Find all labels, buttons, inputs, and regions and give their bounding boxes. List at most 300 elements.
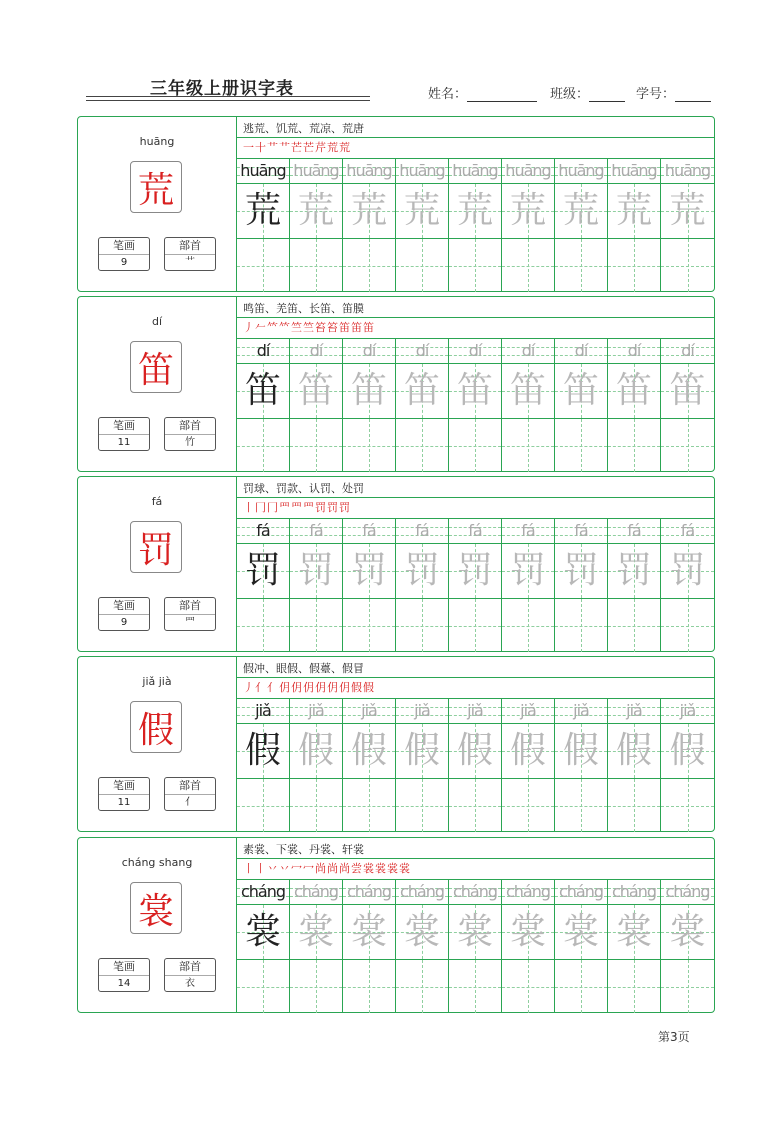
pinyin-box — [396, 519, 448, 544]
practice-cell[interactable] — [608, 339, 661, 472]
stroke-step: 罚 — [315, 501, 327, 514]
practice-panel — [237, 297, 714, 471]
stroke-step: 丷 — [267, 862, 279, 875]
hanzi-box — [237, 364, 289, 419]
hanzi-box — [608, 544, 660, 599]
hanzi-text: 罚 — [669, 550, 706, 591]
hanzi-text: 笛 — [615, 370, 652, 411]
pinyin-text: huāng — [399, 161, 445, 180]
hanzi-text: 笛 — [562, 370, 599, 411]
stroke-step: 仴 — [327, 681, 339, 694]
stroke-step: 一 — [243, 141, 255, 154]
pinyin-box — [449, 699, 501, 724]
hanzi-text: 笛 — [244, 370, 281, 411]
hanzi-text: 假 — [350, 730, 387, 771]
stroke-step: 竺 — [291, 321, 303, 334]
hanzi-text: 笛 — [509, 370, 546, 411]
stroke-step: 裳 — [387, 862, 399, 875]
practice-panel — [237, 657, 714, 831]
stroke-step: 冂 — [267, 501, 279, 514]
pinyin-box — [396, 699, 448, 724]
practice-cell[interactable] — [449, 339, 502, 472]
practice-cell[interactable] — [237, 880, 290, 1013]
writing-box[interactable] — [502, 599, 554, 652]
pinyin-box — [290, 339, 342, 364]
hanzi-box — [237, 184, 289, 239]
pinyin-box — [237, 519, 289, 544]
practice-cell[interactable] — [502, 519, 555, 652]
practice-grid — [237, 699, 714, 832]
pinyin-text: fá — [362, 521, 376, 540]
writing-box[interactable] — [608, 599, 660, 652]
pinyin-box — [449, 519, 501, 544]
writing-box[interactable] — [502, 239, 554, 292]
writing-box[interactable] — [290, 599, 342, 652]
writing-box[interactable] — [343, 960, 395, 1013]
class-field[interactable] — [550, 83, 625, 102]
practice-cell[interactable] — [661, 519, 714, 652]
id-field[interactable] — [636, 83, 711, 102]
practice-cell[interactable] — [449, 699, 502, 832]
char-display: 笛 — [130, 341, 182, 393]
pinyin-text: jiǎ — [308, 701, 324, 720]
name-field[interactable] — [428, 83, 537, 102]
stroke-step: 尝 — [351, 862, 363, 875]
practice-cell[interactable] — [343, 699, 396, 832]
hanzi-box — [555, 364, 607, 419]
writing-box[interactable] — [290, 779, 342, 832]
name-label: 姓名： — [428, 87, 468, 102]
practice-cell[interactable] — [290, 699, 343, 832]
stroke-step: 笛 — [363, 321, 375, 334]
writing-box[interactable] — [608, 239, 660, 292]
pinyin-text: dí — [256, 341, 270, 360]
hanzi-text: 荒 — [244, 190, 281, 231]
pinyin-text: fá — [627, 521, 641, 540]
practice-cell[interactable] — [237, 519, 290, 652]
writing-box[interactable] — [555, 599, 607, 652]
practice-panel — [237, 838, 714, 1012]
pinyin-text: dí — [521, 341, 535, 360]
divider — [237, 497, 714, 498]
stroke-count-value: 11 — [117, 437, 131, 448]
radical-box — [164, 237, 216, 271]
character-block — [77, 116, 715, 292]
stroke-step: 丿 — [243, 681, 255, 694]
writing-box[interactable] — [449, 599, 501, 652]
hanzi-box — [661, 544, 714, 599]
writing-box[interactable] — [502, 419, 554, 472]
radical-label: 部首 — [165, 418, 215, 435]
word-examples: 素裳、下裳、丹裳、轩裳 — [243, 843, 364, 856]
hanzi-box — [555, 544, 607, 599]
pinyin-box — [661, 699, 714, 724]
stroke-step: 仴 — [303, 681, 315, 694]
writing-box[interactable] — [343, 419, 395, 472]
practice-grid — [237, 159, 714, 292]
writing-box[interactable] — [661, 960, 714, 1013]
writing-box[interactable] — [608, 419, 660, 472]
stroke-step: 裳 — [399, 862, 411, 875]
practice-panel — [237, 477, 714, 651]
stroke-count-box — [98, 597, 150, 631]
pinyin-text: cháng — [293, 882, 339, 901]
stroke-step: 罒 — [303, 501, 315, 514]
writing-box[interactable] — [396, 599, 448, 652]
writing-box[interactable] — [237, 419, 289, 472]
hanzi-box — [661, 905, 714, 960]
practice-cell[interactable] — [396, 699, 449, 832]
writing-box[interactable] — [608, 960, 660, 1013]
stroke-order — [243, 679, 375, 695]
stroke-step: 笞 — [327, 321, 339, 334]
pinyin-box — [555, 880, 607, 905]
writing-box[interactable] — [449, 779, 501, 832]
char-pinyin: cháng shang — [121, 856, 193, 869]
writing-box[interactable] — [661, 779, 714, 832]
practice-cell[interactable] — [555, 159, 608, 292]
practice-cell[interactable] — [343, 519, 396, 652]
practice-cell[interactable] — [555, 880, 608, 1013]
pinyin-box — [661, 880, 714, 905]
practice-cell[interactable] — [502, 339, 555, 472]
pinyin-box — [237, 880, 289, 905]
practice-cell[interactable] — [555, 699, 608, 832]
hanzi-box — [661, 184, 714, 239]
practice-cell[interactable] — [608, 699, 661, 832]
stroke-count-label: 笔画 — [99, 778, 149, 795]
practice-cell[interactable] — [290, 159, 343, 292]
radical-box — [164, 417, 216, 451]
stroke-step: 假 — [351, 681, 363, 694]
radical-box — [164, 777, 216, 811]
writing-box[interactable] — [449, 960, 501, 1013]
hanzi-box — [290, 905, 342, 960]
stroke-count-value: 11 — [117, 797, 131, 808]
writing-box[interactable] — [661, 599, 714, 652]
practice-cell[interactable] — [608, 519, 661, 652]
char-info-panel — [78, 477, 237, 651]
pinyin-text: dí — [468, 341, 482, 360]
writing-box[interactable] — [555, 779, 607, 832]
pinyin-box — [608, 159, 660, 184]
hanzi-box — [343, 184, 395, 239]
pinyin-box — [290, 880, 342, 905]
stroke-step: 十 — [255, 141, 267, 154]
practice-cell[interactable] — [237, 339, 290, 472]
hanzi-text: 笛 — [403, 370, 440, 411]
writing-box[interactable] — [237, 239, 289, 292]
stroke-step: 罚 — [339, 501, 351, 514]
hanzi-text: 罚 — [456, 550, 493, 591]
stroke-count-box — [98, 417, 150, 451]
pinyin-box — [449, 339, 501, 364]
writing-box[interactable] — [661, 419, 714, 472]
practice-cell[interactable] — [396, 339, 449, 472]
writing-box[interactable] — [343, 599, 395, 652]
practice-cell[interactable] — [608, 159, 661, 292]
char-pinyin: dí — [151, 315, 163, 328]
practice-cell[interactable] — [502, 699, 555, 832]
hanzi-text: 罚 — [509, 550, 546, 591]
stroke-step: 罒 — [279, 501, 291, 514]
practice-cell[interactable] — [396, 880, 449, 1013]
word-examples: 鸣笛、羌笛、长笛、笛膜 — [243, 302, 364, 315]
hanzi-box — [502, 544, 554, 599]
pinyin-box — [396, 339, 448, 364]
hanzi-text: 罚 — [244, 550, 281, 591]
writing-box[interactable] — [343, 239, 395, 292]
practice-cell[interactable] — [661, 699, 714, 832]
divider — [237, 858, 714, 859]
hanzi-text: 裳 — [350, 911, 387, 952]
radical-value: 衣 — [185, 978, 195, 989]
stroke-step: 丨 — [255, 862, 267, 875]
pinyin-text: huāng — [558, 161, 604, 180]
character-block — [77, 656, 715, 832]
pinyin-box — [502, 159, 554, 184]
pinyin-text: fá — [309, 521, 323, 540]
practice-cell[interactable] — [396, 159, 449, 292]
practice-cell[interactable] — [290, 519, 343, 652]
writing-box[interactable] — [449, 419, 501, 472]
hanzi-text: 罚 — [297, 550, 334, 591]
radical-value: 艹 — [185, 257, 195, 268]
stroke-order — [243, 499, 351, 515]
writing-box[interactable] — [396, 419, 448, 472]
writing-box[interactable] — [290, 239, 342, 292]
pinyin-box — [343, 339, 395, 364]
pinyin-text: jiǎ — [467, 701, 483, 720]
stroke-step: 仴 — [291, 681, 303, 694]
pinyin-text: jiǎ — [361, 701, 377, 720]
pinyin-box — [502, 339, 554, 364]
pinyin-text: huāng — [611, 161, 657, 180]
writing-box[interactable] — [661, 239, 714, 292]
hanzi-box — [502, 184, 554, 239]
stroke-step: 笛 — [339, 321, 351, 334]
writing-box[interactable] — [449, 239, 501, 292]
pinyin-box — [396, 159, 448, 184]
writing-box[interactable] — [290, 419, 342, 472]
stroke-order — [243, 860, 411, 876]
stroke-step: 亻 — [267, 681, 279, 694]
stroke-step: 冂 — [255, 501, 267, 514]
character-block — [77, 476, 715, 652]
stroke-step: 艹 — [279, 141, 291, 154]
practice-cell[interactable] — [661, 880, 714, 1013]
writing-box[interactable] — [555, 419, 607, 472]
writing-box[interactable] — [237, 779, 289, 832]
hanzi-text: 罚 — [350, 550, 387, 591]
hanzi-text: 裳 — [615, 911, 652, 952]
pinyin-box — [343, 699, 395, 724]
stroke-count-box — [98, 237, 150, 271]
stroke-step: 冖 — [303, 862, 315, 875]
pinyin-box — [661, 519, 714, 544]
practice-cell[interactable] — [555, 519, 608, 652]
stroke-step: 冖 — [291, 862, 303, 875]
char-pinyin: fá — [151, 495, 163, 508]
hanzi-box — [449, 724, 501, 779]
title-underline — [86, 96, 370, 97]
hanzi-text: 假 — [615, 730, 652, 771]
page-number: 第3页 — [658, 1030, 690, 1044]
practice-cell[interactable] — [237, 699, 290, 832]
hanzi-text: 罚 — [615, 550, 652, 591]
hanzi-box — [555, 905, 607, 960]
id-blank[interactable] — [675, 87, 711, 102]
stroke-step: 丷 — [279, 862, 291, 875]
pinyin-text: fá — [680, 521, 695, 540]
practice-cell[interactable] — [449, 880, 502, 1013]
class-blank[interactable] — [589, 87, 625, 102]
hanzi-text: 裳 — [562, 911, 599, 952]
radical-label: 部首 — [165, 238, 215, 255]
hanzi-text: 荒 — [615, 190, 652, 231]
hanzi-box — [237, 544, 289, 599]
stroke-step: 尚 — [339, 862, 351, 875]
hanzi-text: 假 — [509, 730, 546, 771]
hanzi-box — [290, 544, 342, 599]
pinyin-text: cháng — [505, 882, 551, 901]
hanzi-box — [343, 544, 395, 599]
writing-box[interactable] — [396, 239, 448, 292]
pinyin-box — [290, 699, 342, 724]
page-title: 三年级上册识字表 — [150, 79, 294, 99]
stroke-step: 仴 — [315, 681, 327, 694]
stroke-count-value: 9 — [120, 257, 128, 268]
divider — [237, 137, 714, 138]
character-block — [77, 296, 715, 472]
practice-cell[interactable] — [661, 159, 714, 292]
writing-box[interactable] — [396, 960, 448, 1013]
stroke-count-label: 笔画 — [99, 418, 149, 435]
name-blank[interactable] — [467, 87, 537, 102]
word-examples: 逃荒、饥荒、荒凉、荒唐 — [243, 122, 364, 135]
pinyin-box — [555, 159, 607, 184]
practice-cell[interactable] — [502, 880, 555, 1013]
stroke-step: 芒 — [291, 141, 303, 154]
writing-box[interactable] — [237, 960, 289, 1013]
practice-cell[interactable] — [290, 880, 343, 1013]
hanzi-box — [608, 905, 660, 960]
hanzi-box — [237, 724, 289, 779]
writing-box[interactable] — [555, 960, 607, 1013]
stroke-step: 裳 — [363, 862, 375, 875]
practice-cell[interactable] — [608, 880, 661, 1013]
pinyin-text: huāng — [346, 161, 392, 180]
practice-cell[interactable] — [343, 880, 396, 1013]
stroke-step: 𥫗 — [279, 321, 291, 334]
writing-box[interactable] — [396, 779, 448, 832]
hanzi-text: 罚 — [403, 550, 440, 591]
pinyin-box — [608, 699, 660, 724]
hanzi-box — [237, 905, 289, 960]
practice-cell[interactable] — [661, 339, 714, 472]
practice-cell[interactable] — [449, 159, 502, 292]
writing-box[interactable] — [502, 960, 554, 1013]
char-info-panel — [78, 838, 237, 1012]
hanzi-box — [661, 724, 714, 779]
practice-cell[interactable] — [449, 519, 502, 652]
word-examples: 假冲、眼假、假薹、假冒 — [243, 662, 364, 675]
stroke-count-box — [98, 777, 150, 811]
stroke-step: 笞 — [315, 321, 327, 334]
radical-value: 竹 — [185, 437, 195, 448]
hanzi-box — [502, 724, 554, 779]
stroke-step: 假 — [363, 681, 375, 694]
hanzi-box — [449, 544, 501, 599]
pinyin-text: cháng — [452, 882, 498, 901]
pinyin-text: huāng — [240, 161, 286, 180]
practice-cell[interactable] — [396, 519, 449, 652]
character-block — [77, 837, 715, 1013]
divider — [237, 317, 714, 318]
hanzi-box — [290, 724, 342, 779]
hanzi-text: 假 — [456, 730, 493, 771]
practice-cell[interactable] — [502, 159, 555, 292]
writing-box[interactable] — [343, 779, 395, 832]
hanzi-text: 假 — [403, 730, 440, 771]
pinyin-box — [502, 880, 554, 905]
radical-label: 部首 — [165, 598, 215, 615]
pinyin-box — [343, 159, 395, 184]
hanzi-text: 假 — [562, 730, 599, 771]
hanzi-box — [396, 184, 448, 239]
pinyin-text: fá — [574, 521, 588, 540]
hanzi-box — [502, 905, 554, 960]
pinyin-text: huāng — [664, 161, 711, 180]
pinyin-box — [449, 159, 501, 184]
radical-label: 部首 — [165, 959, 215, 976]
pinyin-box — [343, 880, 395, 905]
pinyin-text: jiǎ — [255, 701, 271, 720]
writing-box[interactable] — [555, 239, 607, 292]
writing-box[interactable] — [502, 779, 554, 832]
pinyin-text: cháng — [240, 882, 286, 901]
hanzi-text: 荒 — [669, 190, 706, 231]
hanzi-text: 裳 — [669, 911, 706, 952]
writing-box[interactable] — [237, 599, 289, 652]
hanzi-box — [608, 184, 660, 239]
writing-box[interactable] — [290, 960, 342, 1013]
practice-cell[interactable] — [237, 159, 290, 292]
pinyin-text: jiǎ — [520, 701, 536, 720]
pinyin-text: huāng — [452, 161, 498, 180]
practice-cell[interactable] — [343, 159, 396, 292]
writing-box[interactable] — [608, 779, 660, 832]
hanzi-text: 荒 — [562, 190, 599, 231]
practice-cell[interactable] — [555, 339, 608, 472]
pinyin-text: fá — [468, 521, 482, 540]
pinyin-box — [449, 880, 501, 905]
hanzi-box — [343, 724, 395, 779]
radical-value: 亻 — [185, 797, 195, 808]
pinyin-text: cháng — [346, 882, 392, 901]
hanzi-box — [555, 184, 607, 239]
stroke-order — [243, 319, 375, 335]
pinyin-text: dí — [681, 341, 694, 360]
char-info-panel — [78, 117, 237, 291]
radical-box — [164, 958, 216, 992]
word-examples: 罚球、罚款、认罚、处罚 — [243, 482, 364, 495]
practice-cell[interactable] — [290, 339, 343, 472]
stroke-step: 丨 — [243, 862, 255, 875]
hanzi-text: 荒 — [297, 190, 334, 231]
stroke-step: 罒 — [291, 501, 303, 514]
practice-cell[interactable] — [343, 339, 396, 472]
